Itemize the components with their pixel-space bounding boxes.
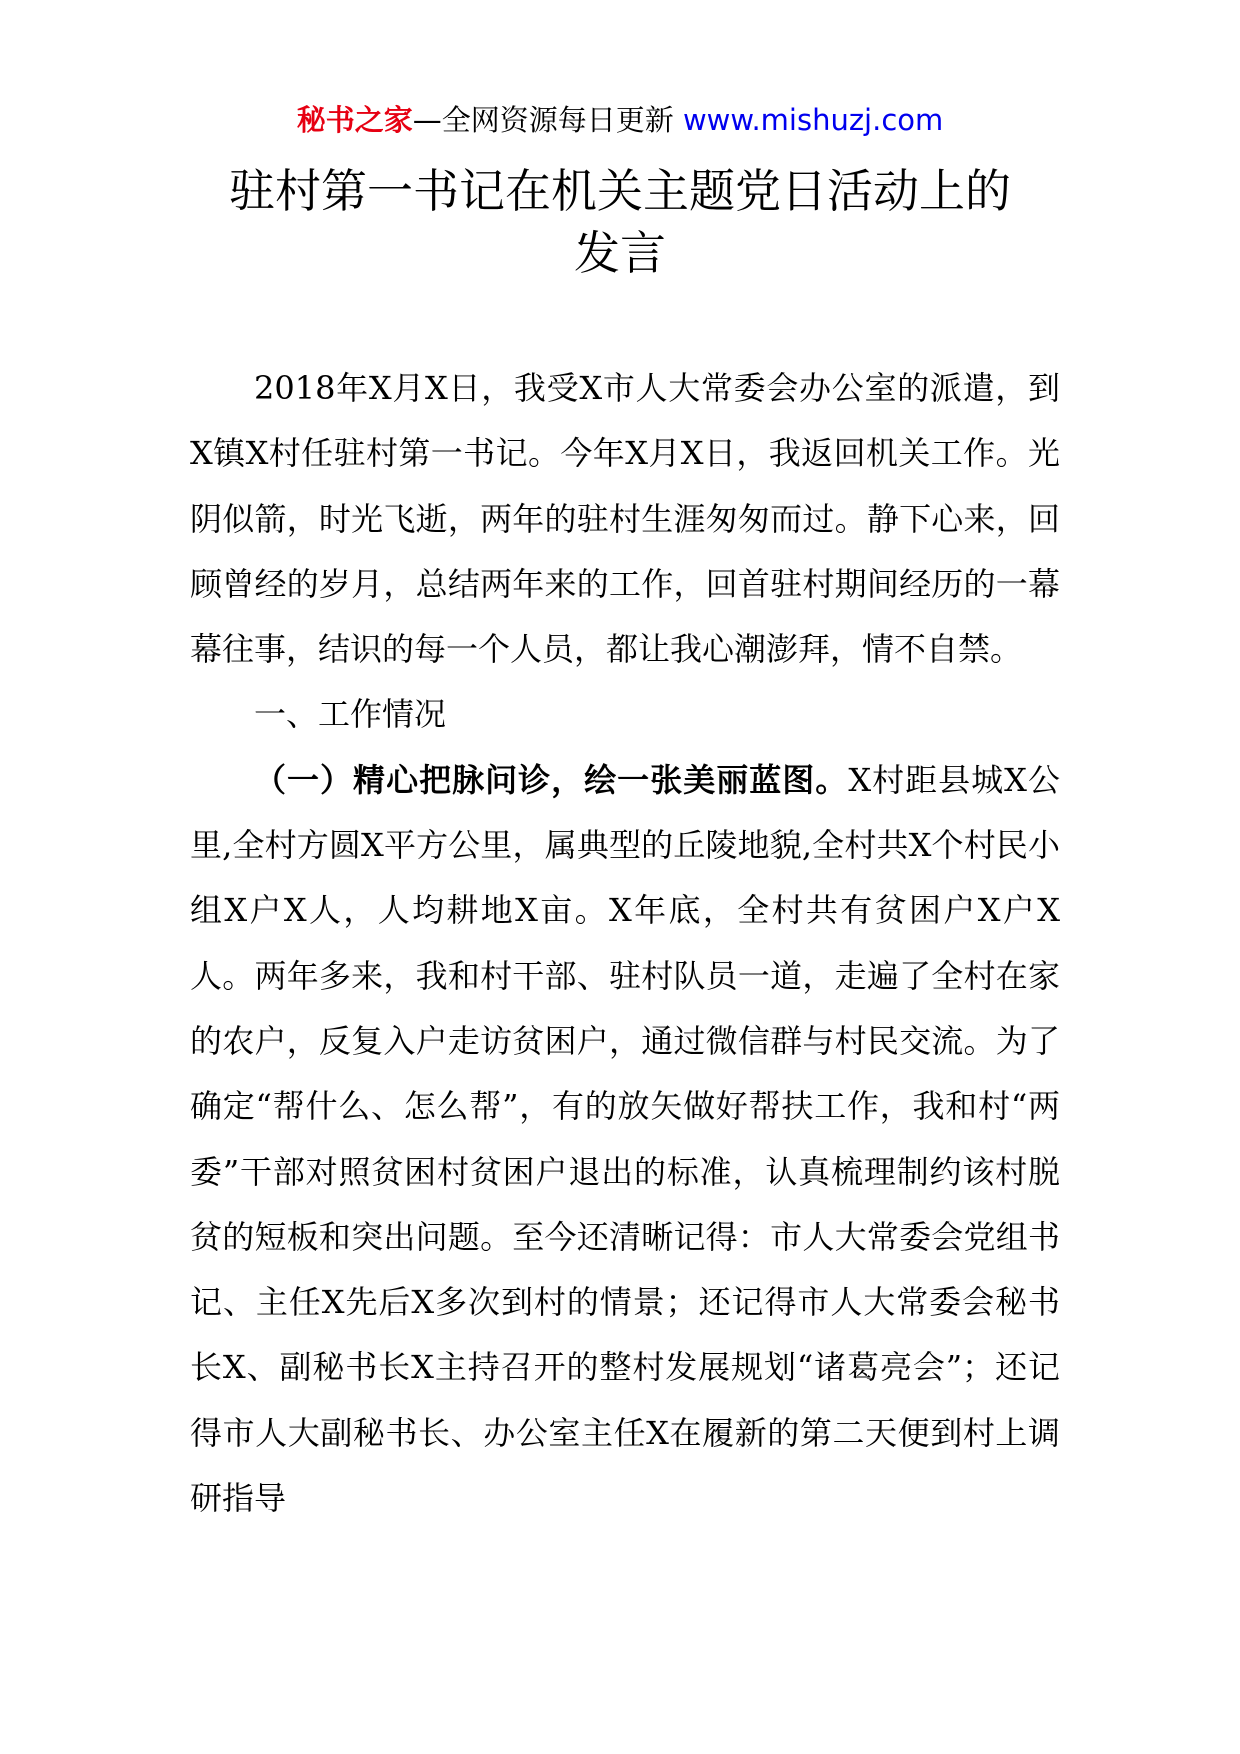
site-url-link[interactable]: www.mishuzj.com — [682, 103, 944, 137]
site-brand: 秘书之家 — [296, 103, 413, 137]
title-line-2: 发言 — [574, 226, 666, 280]
subsection-paragraph — [190, 748, 1060, 1532]
site-header — [0, 100, 1240, 140]
section-heading-text: 一、工作情况 — [254, 695, 447, 734]
document-body — [190, 356, 1060, 1531]
title-line-1: 驻村第一书记在机关主题党日活动上的 — [229, 164, 1011, 218]
site-tagline: —全网资源每日更新 — [412, 103, 683, 137]
document-title — [0, 160, 1240, 284]
subsection-text: X村距县城X公里,全村方圆X平方公里，属典型的丘陵地貌,全村共X个村民小组X户X人，人均耕地X亩。X年底，全村共有贫困户X户X人。两年多来，我和村干部、驻村队员一道，走遍了全村在家的农户，反复入户走访贫困户，通过微信群与村民交流。为了确定“帮什么、怎么帮”，有的放矢做好帮扶工作，我和村“两委”干部对照贫困村贫困户退出的标准，认真梳理制约该村脱贫的短板和突出问题。至今还清晰记得：市人大常委会党组书记、主任X先后X多次到村的情景；还记得市人大常委会秘书长X、副秘书长X主持召开的整村发展规划“诸葛亮会”；还记得市人大副秘书长、办公室主任X在履新的第二天便到村上调研指导 — [190, 760, 1060, 1518]
intro-paragraph: 2018年X月X日，我受X市人大常委会办公室的派遣，到X镇X村任驻村第一书记。今年X月X日，我返回机关工作。光阴似箭，时光飞逝，两年的驻村生涯匆匆而过。静下心来，回顾曾经的岁月，总结两年来的工作，回首驻村期间经历的一幕幕往事，结识的每一个人员，都让我心潮澎拜，情不自禁。 — [190, 369, 1060, 669]
subsection-heading: （一）精心把脉问诊，绘一张美丽蓝图。 — [254, 760, 849, 799]
section-heading-work-status — [190, 682, 1060, 747]
